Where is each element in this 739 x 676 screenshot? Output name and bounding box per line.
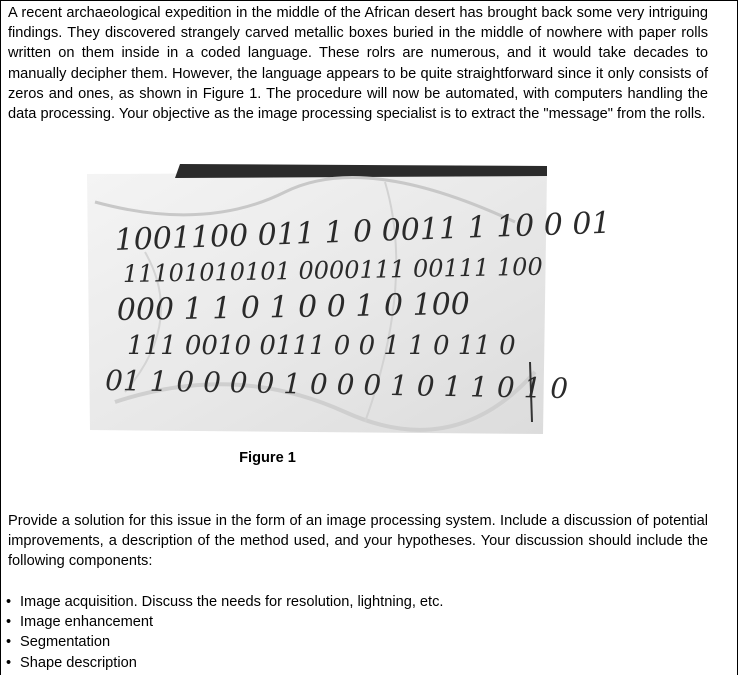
bullet-icon: • bbox=[6, 594, 12, 610]
bullet-icon: • bbox=[6, 614, 12, 631]
handwritten-line-5: 01 1 0 0 0 0 1 0 0 0 1 0 1 1 0 1 0 bbox=[104, 364, 569, 406]
list-item: • Image acquisition. Discuss the needs for resolution, lightning, etc. bbox=[6, 592, 443, 612]
list-item: • Segmentation bbox=[6, 632, 443, 652]
task-paragraph: Provide a solution for this issue in the form of an image processing system. Include a discussion of potential improvements, a description of the method used, and your hypotheses. Your discussion should include the following components: bbox=[8, 513, 708, 570]
figure-1-image bbox=[85, 162, 612, 437]
list-item: • Image enhancement bbox=[6, 612, 443, 632]
handwritten-line-2: 11101010101 0000111 00111 100 bbox=[122, 252, 543, 288]
bullet-icon: • bbox=[6, 654, 12, 671]
bullet-icon: • bbox=[6, 634, 12, 651]
intro-paragraph: A recent archaeological expedition in the middle of the African desert has brought back some very intriguing findings. They discovered strangely carved metallic boxes buried in the middle of nowhere with paper rolls written on them inside in a coded language. These rolrs are numerous, and it would take decades to manually decipher them. However, the language appears to be quite straightforward since it only consists of zeros and ones, as shown in Figure 1. The procedure will now be automated, with computers handling the data processing. Your objective as the image processing specialist is to extract the "message" from the rolls. bbox=[8, 5, 708, 123]
list-item: • Shape description bbox=[6, 653, 443, 673]
handwritten-line-3: 000 1 1 0 1 0 0 1 0 100 bbox=[116, 286, 471, 328]
handwritten-line-4: 111 0010 0111 0 0 1 1 0 11 0 bbox=[127, 331, 516, 361]
handwritten-line-1: 1001100 011 1 0 0011 1 10 0 01 bbox=[114, 205, 612, 258]
handwritten-code-scan bbox=[85, 162, 612, 437]
components-list bbox=[6, 592, 443, 673]
roll-top-edge bbox=[175, 164, 547, 178]
figure-caption: Figure 1 bbox=[239, 450, 296, 466]
